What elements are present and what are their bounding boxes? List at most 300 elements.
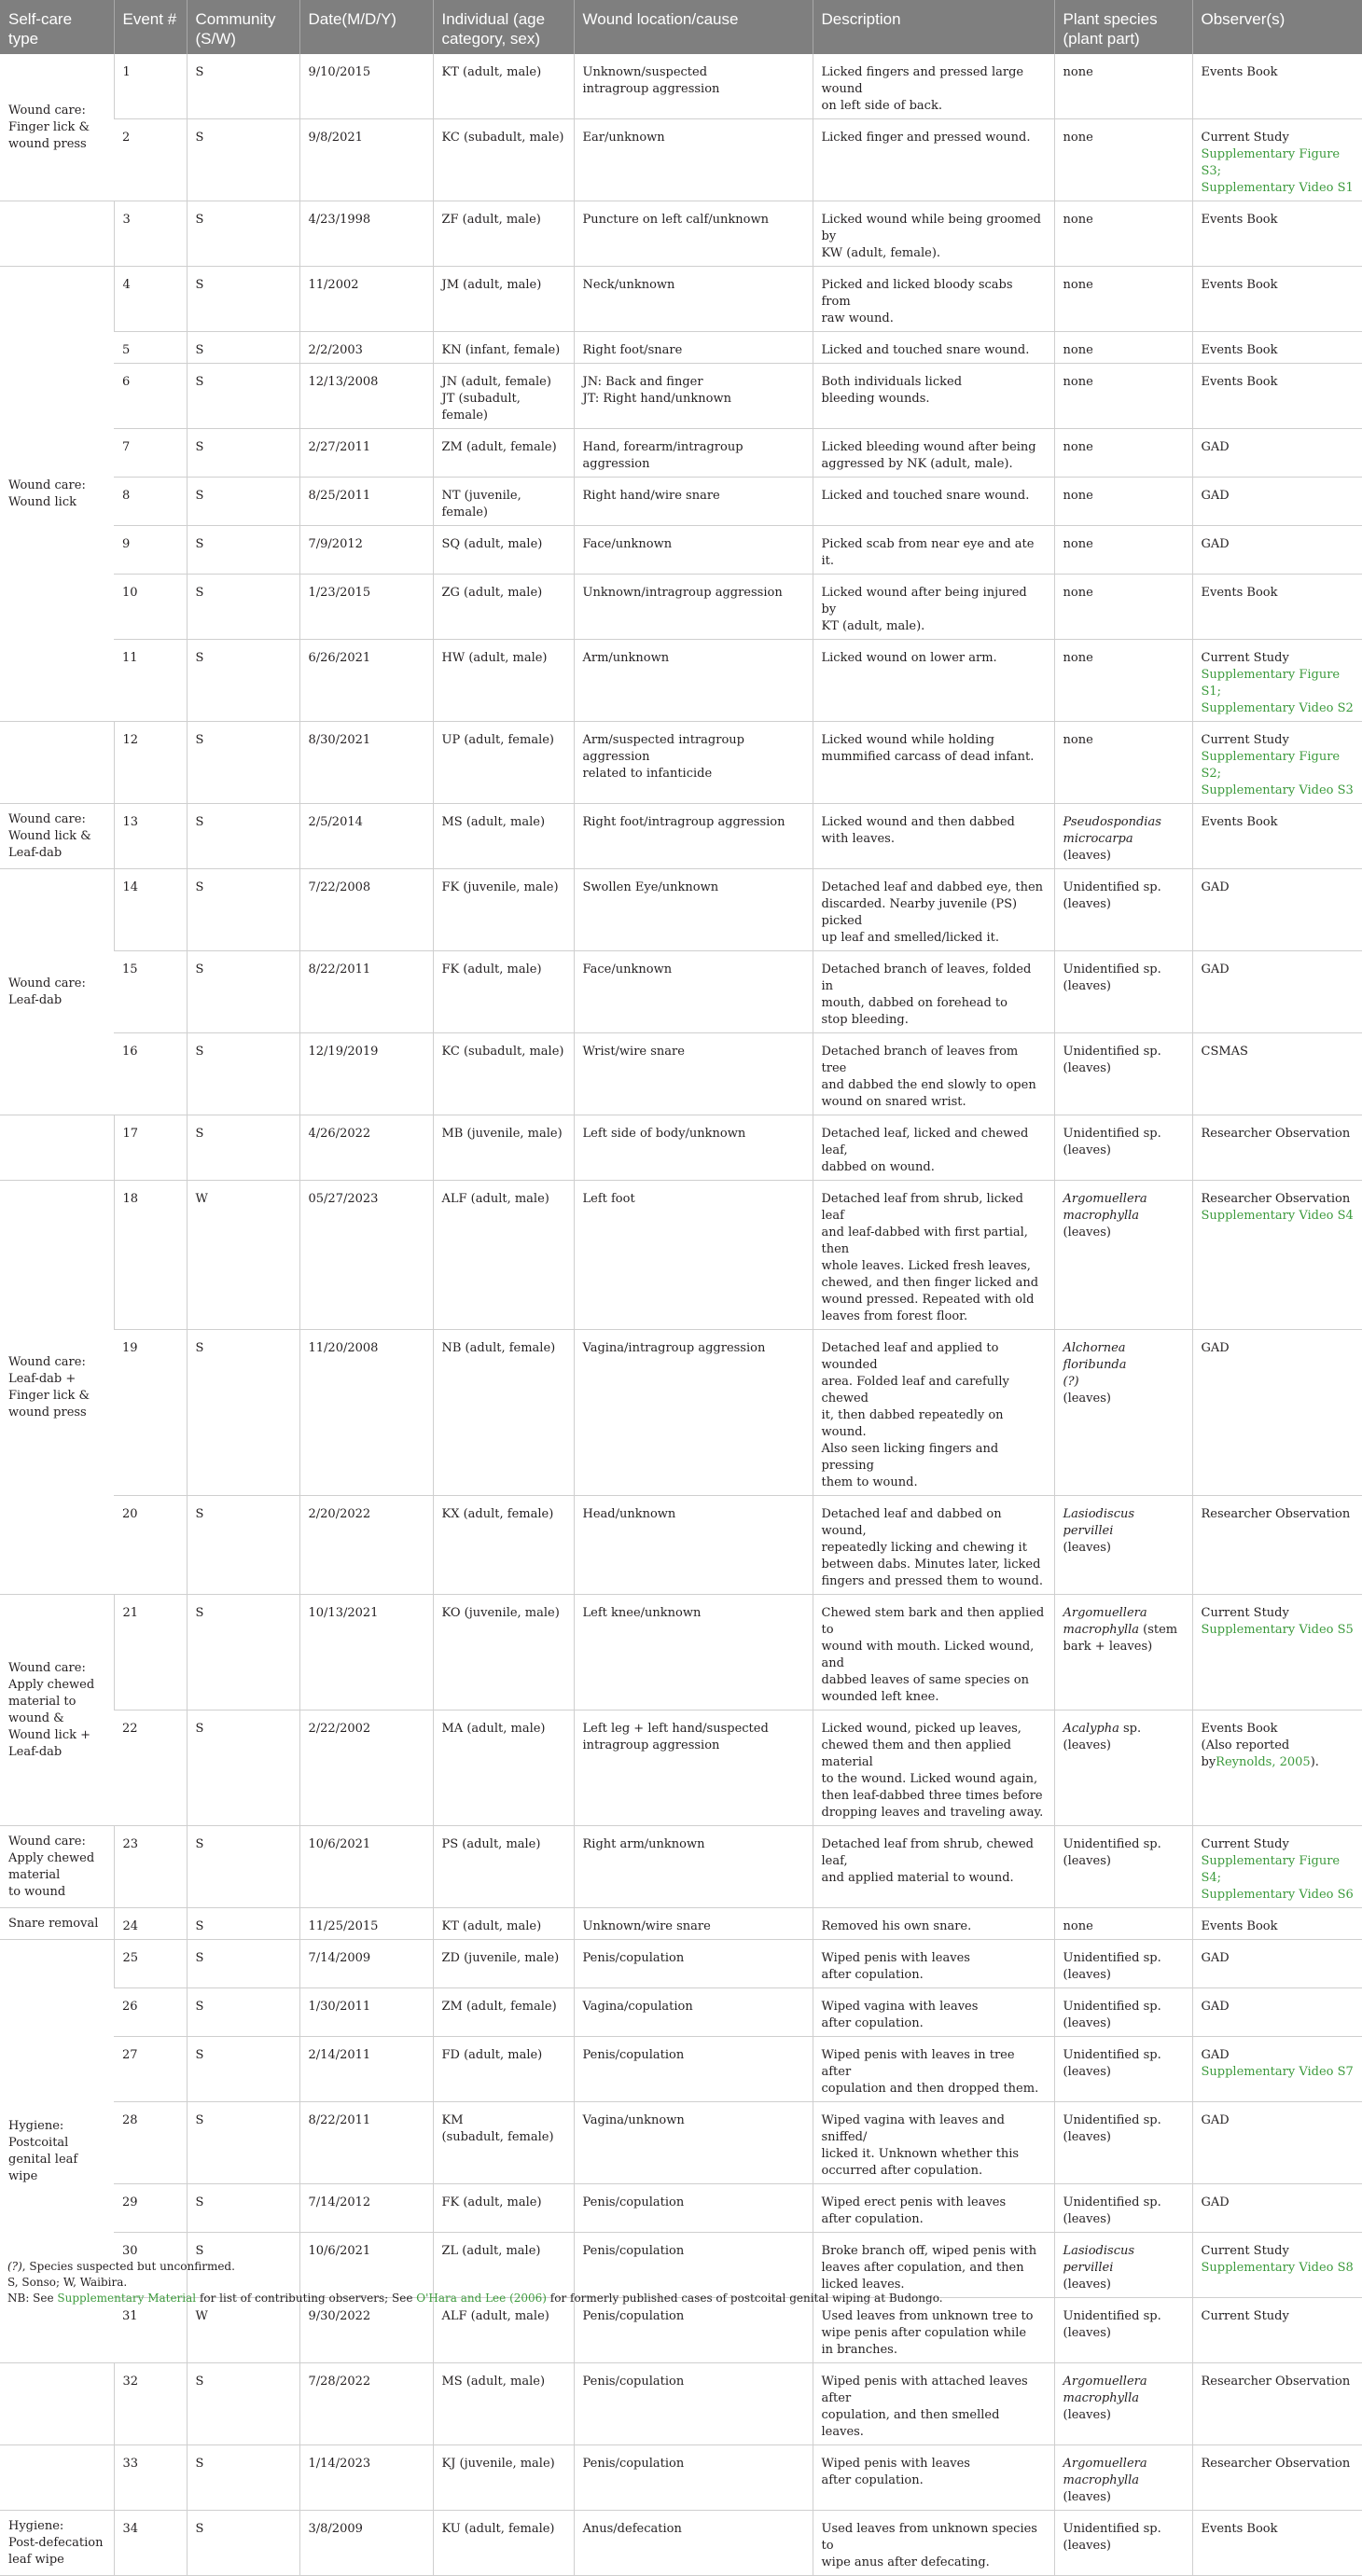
table-row: [0, 119, 1362, 201]
observer-cell: [1192, 1595, 1362, 1710]
description-cell: Detached leaf and applied to wounded area. Folded leaf and carefully chewed it, then dabbed repeatedly on wound. Also seen licking fingers and pressing them to wound.: [813, 1330, 1054, 1496]
event-number-cell: 5: [114, 332, 187, 364]
header-observers: Observer(s): [1192, 0, 1362, 54]
description-cell: Licked wound after being injured by KT (adult, male).: [813, 575, 1054, 640]
date-cell: 2/20/2022: [299, 1496, 433, 1595]
plant-species-cell: [1054, 1826, 1192, 1908]
date-cell: 1/14/2023: [299, 2445, 433, 2511]
observer-name: Events Book: [1201, 815, 1278, 829]
observer-cell: [1192, 2184, 1362, 2233]
individual-cell: FD (adult, male): [433, 2037, 574, 2102]
community-cell: S: [187, 332, 299, 364]
description-cell: Used leaves from unknown tree to wipe penis after copulation while in branches.: [813, 2298, 1054, 2363]
table-row: [0, 2298, 1362, 2363]
plant-part: (leaves): [1063, 849, 1111, 863]
plant-species-cell: [1054, 1033, 1192, 1115]
individual-cell: JN (adult, female) JT (subadult, female): [433, 364, 574, 429]
event-number-cell: 2: [114, 119, 187, 201]
plant-species-name: Unidentified sp. (leaves): [1063, 1951, 1161, 1982]
plant-species-name: Alchornea floribunda (?): [1063, 1341, 1127, 1389]
description-cell: Detached branch of leaves from tree and dabbed the end slowly to open wound on snared wrist.: [813, 1033, 1054, 1115]
wound-location-cell: Face/unknown: [574, 951, 813, 1033]
date-cell: 4/23/1998: [299, 201, 433, 267]
event-number-cell: 22: [114, 1710, 187, 1826]
individual-cell: FK (adult, male): [433, 2184, 574, 2233]
date-cell: 8/30/2021: [299, 722, 433, 804]
plant-part: (leaves): [1063, 1541, 1111, 1555]
self-care-type-cell: Snare removal: [0, 1908, 114, 1940]
wound-location-cell: Right foot/snare: [574, 332, 813, 364]
event-number-cell: 23: [114, 1826, 187, 1908]
description-cell: Wiped vagina with leaves and sniffed/ licked it. Unknown whether this occurred after copulation.: [813, 2102, 1054, 2184]
wound-location-cell: Right foot/intragroup aggression: [574, 804, 813, 869]
plant-part: sp. (leaves): [1063, 1722, 1142, 1752]
individual-cell: ZF (adult, male): [433, 201, 574, 267]
table-row: [0, 1710, 1362, 1826]
community-cell: S: [187, 2233, 299, 2298]
plant-species-cell: [1054, 1496, 1192, 1595]
plant-species-name: none: [1063, 213, 1093, 227]
community-cell: S: [187, 2102, 299, 2184]
individual-cell: FK (juvenile, male): [433, 869, 574, 951]
wound-location-cell: Arm/suspected intragroup aggression related to infanticide: [574, 722, 813, 804]
observer-name: Events Book: [1201, 343, 1278, 357]
wound-location-cell: Penis/copulation: [574, 2363, 813, 2445]
plant-species-name: Unidentified sp. (leaves): [1063, 2113, 1161, 2144]
table-row: [0, 267, 1362, 332]
self-care-type-cell: Wound care: Wound lick & Leaf-dab: [0, 804, 114, 869]
ohara-lee-reference-link[interactable]: O'Hara and Lee (2006): [416, 2292, 547, 2305]
event-number-cell: 29: [114, 2184, 187, 2233]
plant-species-name: Acalypha: [1063, 1722, 1119, 1736]
plant-species-cell: [1054, 2037, 1192, 2102]
observer-name: GAD: [1201, 2048, 1230, 2062]
description-cell: Licked and touched snare wound.: [813, 478, 1054, 526]
community-cell: S: [187, 201, 299, 267]
self-care-type-cell: [0, 201, 114, 267]
individual-cell: KO (juvenile, male): [433, 1595, 574, 1710]
wound-location-cell: Unknown/intragroup aggression: [574, 575, 813, 640]
table-row: [0, 526, 1362, 575]
community-cell: S: [187, 1496, 299, 1595]
observer-name: GAD: [1201, 2113, 1230, 2127]
wound-location-cell: Vagina/unknown: [574, 2102, 813, 2184]
observer-cell: [1192, 1496, 1362, 1595]
plant-species-name: Unidentified sp. (leaves): [1063, 2195, 1161, 2226]
plant-species-cell: [1054, 2184, 1192, 2233]
observer-name: Events Book: [1201, 65, 1278, 79]
date-cell: 1/23/2015: [299, 575, 433, 640]
plant-species-cell: [1054, 2445, 1192, 2511]
description-cell: Wiped penis with attached leaves after copulation, and then smelled leaves.: [813, 2363, 1054, 2445]
table-row: [0, 2102, 1362, 2184]
observer-cell: [1192, 2363, 1362, 2445]
community-cell: S: [187, 722, 299, 804]
community-cell: S: [187, 429, 299, 478]
description-cell: Detached leaf from shrub, licked leaf and leaf-dabbed with first partial, then whole leaves. Licked fresh leaves, chewed, and then finger licked and wound pressed. Repeated with old leaves from forest floor.: [813, 1181, 1054, 1330]
table-row: [0, 2445, 1362, 2511]
plant-part: (leaves): [1063, 2278, 1111, 2292]
wound-location-cell: Unknown/wire snare: [574, 1908, 813, 1940]
table-row: [0, 1908, 1362, 1940]
plant-part: (leaves): [1063, 1226, 1111, 1240]
supplementary-link[interactable]: Supplementary Figure S2; Supplementary Video S3: [1201, 750, 1354, 797]
observer-cell: [1192, 2445, 1362, 2511]
table-row: [0, 804, 1362, 869]
community-cell: S: [187, 869, 299, 951]
table-row: [0, 1115, 1362, 1181]
observer-tail: ).: [1310, 1755, 1319, 1769]
supplementary-link[interactable]: Supplementary Video S4: [1201, 1209, 1354, 1223]
plant-species-cell: [1054, 575, 1192, 640]
observer-cell: [1192, 478, 1362, 526]
observer-name: Events Book: [1201, 213, 1278, 227]
table-row: [0, 332, 1362, 364]
description-cell: Wiped penis with leaves after copulation.: [813, 1940, 1054, 1988]
supplementary-link[interactable]: Supplementary Video S7: [1201, 2065, 1354, 2079]
wound-location-cell: Penis/copulation: [574, 2184, 813, 2233]
plant-species-name: Unidentified sp. (leaves): [1063, 963, 1161, 993]
description-cell: Chewed stem bark and then applied to wound with mouth. Licked wound, and dabbed leaves of same species on wounded left knee.: [813, 1595, 1054, 1710]
community-cell: S: [187, 1033, 299, 1115]
event-number-cell: 20: [114, 1496, 187, 1595]
plant-species-name: Lasiodiscus pervillei: [1063, 1507, 1135, 1538]
observer-name: Current Study: [1201, 131, 1289, 145]
plant-species-cell: [1054, 1115, 1192, 1181]
community-cell: S: [187, 2363, 299, 2445]
table-row: [0, 869, 1362, 951]
observer-name: CSMAS: [1201, 1045, 1248, 1059]
wound-location-cell: Right hand/wire snare: [574, 478, 813, 526]
observer-name: Events Book: [1201, 278, 1278, 292]
self-care-type-cell: [0, 1115, 114, 1181]
description-cell: Licked fingers and pressed large wound on left side of back.: [813, 54, 1054, 119]
event-number-cell: 12: [114, 722, 187, 804]
plant-species-name: none: [1063, 65, 1093, 79]
individual-cell: ALF (adult, male): [433, 2298, 574, 2363]
plant-species-cell: [1054, 1181, 1192, 1330]
plant-species-name: Unidentified sp. (leaves): [1063, 1837, 1161, 1868]
description-cell: Wiped penis with leaves after copulation.: [813, 2445, 1054, 2511]
description-cell: Detached leaf and dabbed eye, then discarded. Nearby juvenile (PS) picked up leaf and smelled/licked it.: [813, 869, 1054, 951]
description-cell: Licked and touched snare wound.: [813, 332, 1054, 364]
observer-name: Current Study: [1201, 1606, 1289, 1620]
plant-species-cell: [1054, 478, 1192, 526]
wound-location-cell: Neck/unknown: [574, 267, 813, 332]
observer-name: GAD: [1201, 537, 1230, 551]
footnote-nb-suffix: for formerly published cases of postcoital genital wiping at Budongo.: [546, 2292, 943, 2305]
table-row: [0, 1181, 1362, 1330]
supplementary-link[interactable]: Reynolds, 2005: [1216, 1755, 1311, 1769]
plant-species-name: Unidentified sp. (leaves): [1063, 2048, 1161, 2079]
date-cell: 9/8/2021: [299, 119, 433, 201]
date-cell: 10/13/2021: [299, 1595, 433, 1710]
description-cell: Both individuals licked bleeding wounds.: [813, 364, 1054, 429]
wound-location-cell: Penis/copulation: [574, 2298, 813, 2363]
date-cell: 10/6/2021: [299, 1826, 433, 1908]
plant-species-name: none: [1063, 343, 1093, 357]
event-number-cell: 33: [114, 2445, 187, 2511]
date-cell: 2/27/2011: [299, 429, 433, 478]
table-header-row: [0, 0, 1362, 54]
plant-species-name: none: [1063, 489, 1093, 503]
header-self-care-type: Self-care type: [0, 0, 114, 54]
observer-cell: [1192, 2511, 1362, 2576]
footnote-text: , Species suspected but unconfirmed.: [21, 2260, 235, 2273]
individual-cell: ZG (adult, male): [433, 575, 574, 640]
plant-species-cell: [1054, 869, 1192, 951]
individual-cell: MS (adult, male): [433, 804, 574, 869]
plant-species-name: none: [1063, 733, 1093, 747]
wound-location-cell: Wrist/wire snare: [574, 1033, 813, 1115]
table-row: [0, 429, 1362, 478]
description-cell: Picked and licked bloody scabs from raw wound.: [813, 267, 1054, 332]
footnote-symbol: (?): [7, 2260, 22, 2273]
footnote-nb: [7, 2291, 1351, 2306]
wound-location-cell: Puncture on left calf/unknown: [574, 201, 813, 267]
wound-location-cell: Vagina/intragroup aggression: [574, 1330, 813, 1496]
observer-cell: [1192, 1330, 1362, 1496]
header-date: Date(M/D/Y): [299, 0, 433, 54]
individual-cell: HW (adult, male): [433, 640, 574, 722]
observer-cell: [1192, 1115, 1362, 1181]
description-cell: Licked finger and pressed wound.: [813, 119, 1054, 201]
table-row: [0, 575, 1362, 640]
community-cell: S: [187, 1710, 299, 1826]
observer-cell: [1192, 2102, 1362, 2184]
plant-part: (leaves): [1063, 2408, 1111, 2422]
self-care-type-cell: Hygiene: Postcoital genital leaf wipe: [0, 1940, 114, 2363]
supplementary-link[interactable]: Supplementary Figure S3; Supplementary Video S1: [1201, 147, 1354, 195]
header-description: Description: [813, 0, 1054, 54]
event-number-cell: 19: [114, 1330, 187, 1496]
date-cell: 7/9/2012: [299, 526, 433, 575]
observer-cell: [1192, 429, 1362, 478]
individual-cell: SQ (adult, male): [433, 526, 574, 575]
plant-species-cell: [1054, 332, 1192, 364]
observer-cell: [1192, 267, 1362, 332]
individual-cell: KN (infant, female): [433, 332, 574, 364]
observer-cell: [1192, 1710, 1362, 1826]
community-cell: S: [187, 364, 299, 429]
event-number-cell: 27: [114, 2037, 187, 2102]
table-row: [0, 1496, 1362, 1595]
table-row: [0, 2511, 1362, 2576]
community-cell: S: [187, 575, 299, 640]
observer-name: Current Study: [1201, 733, 1289, 747]
supplementary-link[interactable]: Supplementary Video S5: [1201, 1623, 1354, 1637]
observer-name: GAD: [1201, 880, 1230, 894]
event-number-cell: 11: [114, 640, 187, 722]
table-row: [0, 1940, 1362, 1988]
observer-cell: [1192, 640, 1362, 722]
plant-species-cell: [1054, 1595, 1192, 1710]
community-cell: S: [187, 119, 299, 201]
observer-cell: [1192, 332, 1362, 364]
table-row: [0, 1826, 1362, 1908]
community-cell: S: [187, 478, 299, 526]
observer-name: Current Study: [1201, 651, 1289, 665]
date-cell: 3/8/2009: [299, 2511, 433, 2576]
event-number-cell: 26: [114, 1988, 187, 2037]
description-cell: Detached leaf from shrub, chewed leaf, and applied material to wound.: [813, 1826, 1054, 1908]
plant-species-cell: [1054, 804, 1192, 869]
date-cell: 7/14/2012: [299, 2184, 433, 2233]
observer-cell: [1192, 575, 1362, 640]
plant-species-name: Argomuellera macrophylla: [1063, 2375, 1147, 2405]
individual-cell: PS (adult, male): [433, 1826, 574, 1908]
self-care-type-cell: [0, 722, 114, 804]
supplementary-link[interactable]: Supplementary Video S8: [1201, 2261, 1354, 2275]
plant-species-name: none: [1063, 537, 1093, 551]
event-number-cell: 34: [114, 2511, 187, 2576]
event-number-cell: 32: [114, 2363, 187, 2445]
description-cell: Licked wound, picked up leaves, chewed them and then applied material to the wound. Licked wound again, then leaf-dabbed three times before dropping leaves and traveling away.: [813, 1710, 1054, 1826]
date-cell: 2/2/2003: [299, 332, 433, 364]
community-cell: S: [187, 267, 299, 332]
self-care-type-cell: Wound care: Leaf-dab + Finger lick & wound press: [0, 1181, 114, 1595]
plant-species-name: Argomuellera macrophylla: [1063, 2457, 1147, 2487]
header-plant-species: Plant species (plant part): [1054, 0, 1192, 54]
footnote-community-key: S, Sonso; W, Waibira.: [7, 2276, 128, 2289]
observer-name: GAD: [1201, 2000, 1230, 2014]
plant-species-name: none: [1063, 651, 1093, 665]
event-number-cell: 24: [114, 1908, 187, 1940]
individual-cell: KT (adult, male): [433, 1908, 574, 1940]
description-cell: Picked scab from near eye and ate it.: [813, 526, 1054, 575]
individual-cell: NT (juvenile, female): [433, 478, 574, 526]
observer-cell: [1192, 119, 1362, 201]
plant-species-name: Unidentified sp. (leaves): [1063, 880, 1161, 911]
plant-species-cell: [1054, 526, 1192, 575]
description-cell: Wiped penis with leaves in tree after copulation and then dropped them.: [813, 2037, 1054, 2102]
date-cell: 12/19/2019: [299, 1033, 433, 1115]
table-row: [0, 54, 1362, 119]
plant-species-cell: [1054, 722, 1192, 804]
date-cell: 9/30/2022: [299, 2298, 433, 2363]
header-event-number: Event #: [114, 0, 187, 54]
table-body: [0, 54, 1362, 2576]
wound-location-cell: Penis/copulation: [574, 1940, 813, 1988]
description-cell: Wiped vagina with leaves after copulation.: [813, 1988, 1054, 2037]
footnote-nb-prefix: NB: See: [7, 2292, 58, 2305]
plant-part: (stem bark + leaves): [1063, 1623, 1178, 1654]
date-cell: 05/27/2023: [299, 1181, 433, 1330]
community-cell: S: [187, 2184, 299, 2233]
individual-cell: ZM (adult, female): [433, 1988, 574, 2037]
self-care-type-cell: Wound care: Finger lick & wound press: [0, 54, 114, 201]
plant-species-cell: [1054, 429, 1192, 478]
individual-cell: MA (adult, male): [433, 1710, 574, 1826]
individual-cell: JM (adult, male): [433, 267, 574, 332]
supplementary-link[interactable]: Supplementary Figure S4; Supplementary Video S6: [1201, 1854, 1354, 1902]
observer-cell: [1192, 1988, 1362, 2037]
plant-species-cell: [1054, 54, 1192, 119]
table-row: [0, 2037, 1362, 2102]
community-cell: S: [187, 951, 299, 1033]
observer-name: Events Book: [1201, 2522, 1278, 2536]
date-cell: 2/5/2014: [299, 804, 433, 869]
observer-cell: [1192, 1908, 1362, 1940]
plant-species-name: Unidentified sp. (leaves): [1063, 2522, 1161, 2553]
self-care-type-cell: Wound care: Wound lick: [0, 267, 114, 722]
observer-name: Researcher Observation: [1201, 1127, 1351, 1141]
individual-cell: ZL (adult, male): [433, 2233, 574, 2298]
event-number-cell: 25: [114, 1940, 187, 1988]
plant-species-cell: [1054, 201, 1192, 267]
plant-species-name: Lasiodiscus pervillei: [1063, 2244, 1135, 2275]
supplementary-material-link[interactable]: Supplementary Material: [57, 2292, 197, 2305]
description-cell: Removed his own snare.: [813, 1908, 1054, 1940]
observer-name: Events Book: [1201, 1919, 1278, 1933]
event-number-cell: 21: [114, 1595, 187, 1710]
community-cell: W: [187, 2298, 299, 2363]
description-cell: Detached leaf, licked and chewed leaf, dabbed on wound.: [813, 1115, 1054, 1181]
plant-species-cell: [1054, 951, 1192, 1033]
individual-cell: ZM (adult, female): [433, 429, 574, 478]
observer-name: Current Study: [1201, 2244, 1289, 2258]
date-cell: 6/26/2021: [299, 640, 433, 722]
observer-name: GAD: [1201, 2195, 1230, 2209]
observer-name: Current Study: [1201, 1837, 1289, 1851]
description-cell: Detached leaf and dabbed on wound, repeatedly licking and chewing it between dabs. Minutes later, licked fingers and pressed them to wound.: [813, 1496, 1054, 1595]
header-community: Community (S/W): [187, 0, 299, 54]
event-number-cell: 6: [114, 364, 187, 429]
table-row: [0, 1330, 1362, 1496]
observer-cell: [1192, 201, 1362, 267]
wound-location-cell: Unknown/suspected intragroup aggression: [574, 54, 813, 119]
observer-name: Current Study: [1201, 2309, 1289, 2323]
date-cell: 11/25/2015: [299, 1908, 433, 1940]
description-cell: Licked wound while being groomed by KW (adult, female).: [813, 201, 1054, 267]
wound-location-cell: Left knee/unknown: [574, 1595, 813, 1710]
supplementary-link[interactable]: Supplementary Figure S1; Supplementary Video S2: [1201, 668, 1354, 715]
event-number-cell: 8: [114, 478, 187, 526]
event-number-cell: 1: [114, 54, 187, 119]
date-cell: 2/22/2002: [299, 1710, 433, 1826]
community-cell: S: [187, 1908, 299, 1940]
wound-location-cell: Left leg + left hand/suspected intragroup aggression: [574, 1710, 813, 1826]
date-cell: 10/6/2021: [299, 2233, 433, 2298]
table-row: [0, 364, 1362, 429]
date-cell: 8/22/2011: [299, 951, 433, 1033]
individual-cell: MB (juvenile, male): [433, 1115, 574, 1181]
event-number-cell: 10: [114, 575, 187, 640]
individual-cell: UP (adult, female): [433, 722, 574, 804]
individual-cell: FK (adult, male): [433, 951, 574, 1033]
individual-cell: ALF (adult, male): [433, 1181, 574, 1330]
community-cell: S: [187, 1115, 299, 1181]
date-cell: 7/14/2009: [299, 1940, 433, 1988]
wound-location-cell: Arm/unknown: [574, 640, 813, 722]
wound-location-cell: Hand, forearm/intragroup aggression: [574, 429, 813, 478]
header-individual: Individual (age category, sex): [433, 0, 574, 54]
event-number-cell: 15: [114, 951, 187, 1033]
wound-location-cell: Face/unknown: [574, 526, 813, 575]
self-care-type-cell: Wound care: Apply chewed material to wound & Wound lick + Leaf-dab: [0, 1595, 114, 1826]
observer-name: Events Book: [1201, 586, 1278, 600]
table-row: [0, 2363, 1362, 2445]
observer-cell: [1192, 2298, 1362, 2363]
plant-species-name: Pseudospondias microcarpa: [1063, 815, 1161, 846]
self-care-type-cell: [0, 2363, 114, 2445]
observer-cell: [1192, 364, 1362, 429]
plant-species-cell: [1054, 640, 1192, 722]
footnote-nb-mid: for list of contributing observers; See: [196, 2292, 417, 2305]
description-cell: Used leaves from unknown species to wipe anus after defecating.: [813, 2511, 1054, 2576]
wound-location-cell: Right arm/unknown: [574, 1826, 813, 1908]
observer-cell: [1192, 1940, 1362, 1988]
